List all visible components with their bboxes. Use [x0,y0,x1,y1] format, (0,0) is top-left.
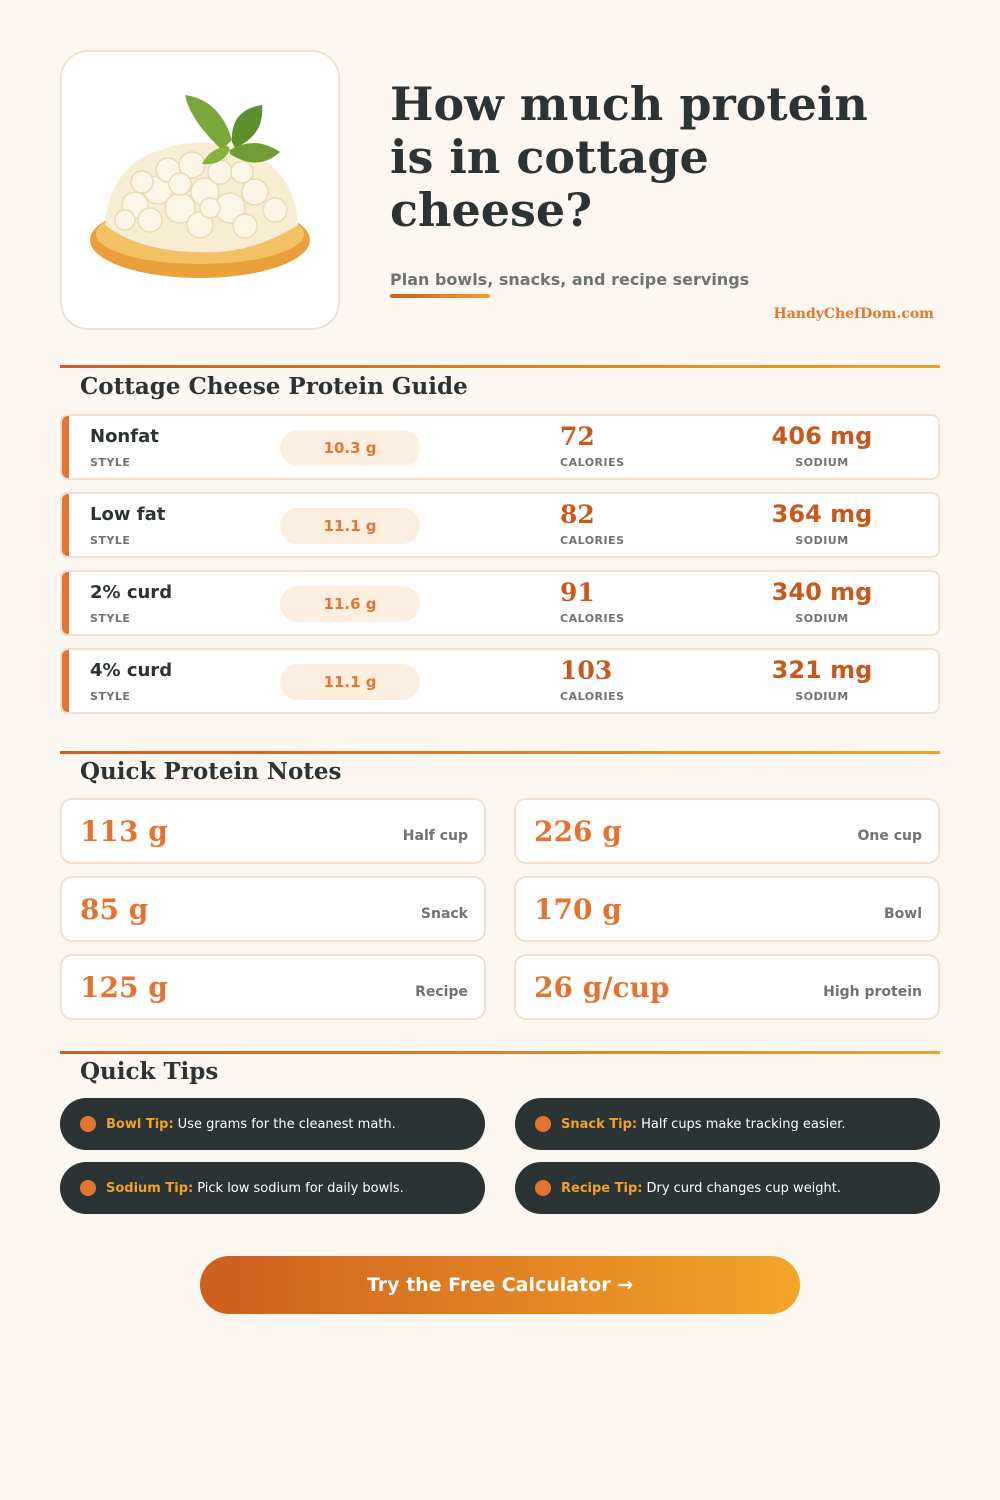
sodium-value: 340 mg [771,578,873,606]
calories-label: CALORIES [560,456,625,469]
note-value: 113 g [80,815,168,848]
style-label: STYLE [90,456,131,469]
note-label: One cup [857,828,922,844]
note-label: Recipe [415,984,468,1000]
calories-value: 72 [560,422,595,451]
style-name: Nonfat [90,426,159,447]
tip-text: Pick low sodium for daily bowls. [197,1180,404,1196]
note-value: 226 g [534,815,622,848]
sodium-label: SODIUM [795,690,849,703]
tip-key: Sodium Tip: [106,1180,194,1196]
row-accent [62,494,69,556]
note-card [514,876,940,942]
calories-label: CALORIES [560,690,625,703]
tip-text: Half cups make tracking easier. [641,1116,846,1132]
note-card [60,954,486,1020]
sodium-label: SODIUM [795,612,849,625]
tip-item [515,1162,940,1214]
tip-text: Use grams for the cleanest math. [177,1116,396,1132]
calories-value: 91 [560,578,595,607]
guide-title: Cottage Cheese Protein Guide [80,373,468,400]
protein-pill: 11.1 g [280,664,420,700]
section-divider [60,751,940,754]
tip-text: Dry curd changes cup weight. [646,1180,842,1196]
sodium-label: SODIUM [795,534,849,547]
calculator-cta-button[interactable]: Try the Free Calculator → [200,1256,800,1314]
sodium-value: 406 mg [771,422,873,450]
row-accent [62,416,69,478]
tip-item [60,1162,485,1214]
hero-image-card [60,50,340,330]
style-name: Low fat [90,504,166,525]
protein-pill: 11.1 g [280,508,420,544]
page-title: How much protein is in cottage cheese? [390,77,868,237]
note-label: High protein [823,984,922,1000]
bullet-dot-icon [535,1116,551,1132]
note-value: 125 g [80,971,168,1004]
style-label: STYLE [90,612,131,625]
section-divider [60,365,940,368]
note-value: 170 g [534,893,622,926]
tip-key: Bowl Tip: [106,1116,174,1132]
calories-value: 82 [560,500,595,529]
subtitle-underline [390,294,490,298]
guide-row [60,648,940,714]
note-card [514,954,940,1020]
bullet-dot-icon [80,1180,96,1196]
sodium-label: SODIUM [795,456,849,469]
tip-item [515,1098,940,1150]
note-card [60,876,486,942]
sodium-value: 321 mg [771,656,873,684]
style-label: STYLE [90,690,131,703]
note-label: Snack [420,906,468,922]
page-subtitle: Plan bowls, snacks, and recipe servings [390,270,750,289]
style-name: 4% curd [90,660,173,681]
style-name: 2% curd [90,582,173,603]
note-card [60,798,486,864]
tip-item [60,1098,485,1150]
style-label: STYLE [90,534,131,547]
tips-title: Quick Tips [80,1058,219,1085]
bullet-dot-icon [535,1180,551,1196]
note-card [514,798,940,864]
bullet-dot-icon [80,1116,96,1132]
calories-value: 103 [560,656,613,685]
guide-row [60,414,940,480]
tip-key: Recipe Tip: [561,1180,643,1196]
row-accent [62,572,69,634]
brand-link[interactable]: HandyChefDom.com [773,306,934,322]
notes-title: Quick Protein Notes [80,758,342,785]
section-divider [60,1051,940,1054]
note-label: Bowl [883,906,922,922]
calories-label: CALORIES [560,612,625,625]
note-label: Half cup [402,828,468,844]
guide-row [60,492,940,558]
sodium-value: 364 mg [771,500,873,528]
note-value: 26 g/cup [534,971,670,1004]
tip-key: Snack Tip: [561,1116,638,1132]
cottage-cheese-bowl-icon [80,80,320,300]
protein-pill: 10.3 g [280,430,420,466]
guide-row [60,570,940,636]
protein-pill: 11.6 g [280,586,420,622]
note-value: 85 g [80,893,149,926]
calories-label: CALORIES [560,534,625,547]
row-accent [62,650,69,712]
